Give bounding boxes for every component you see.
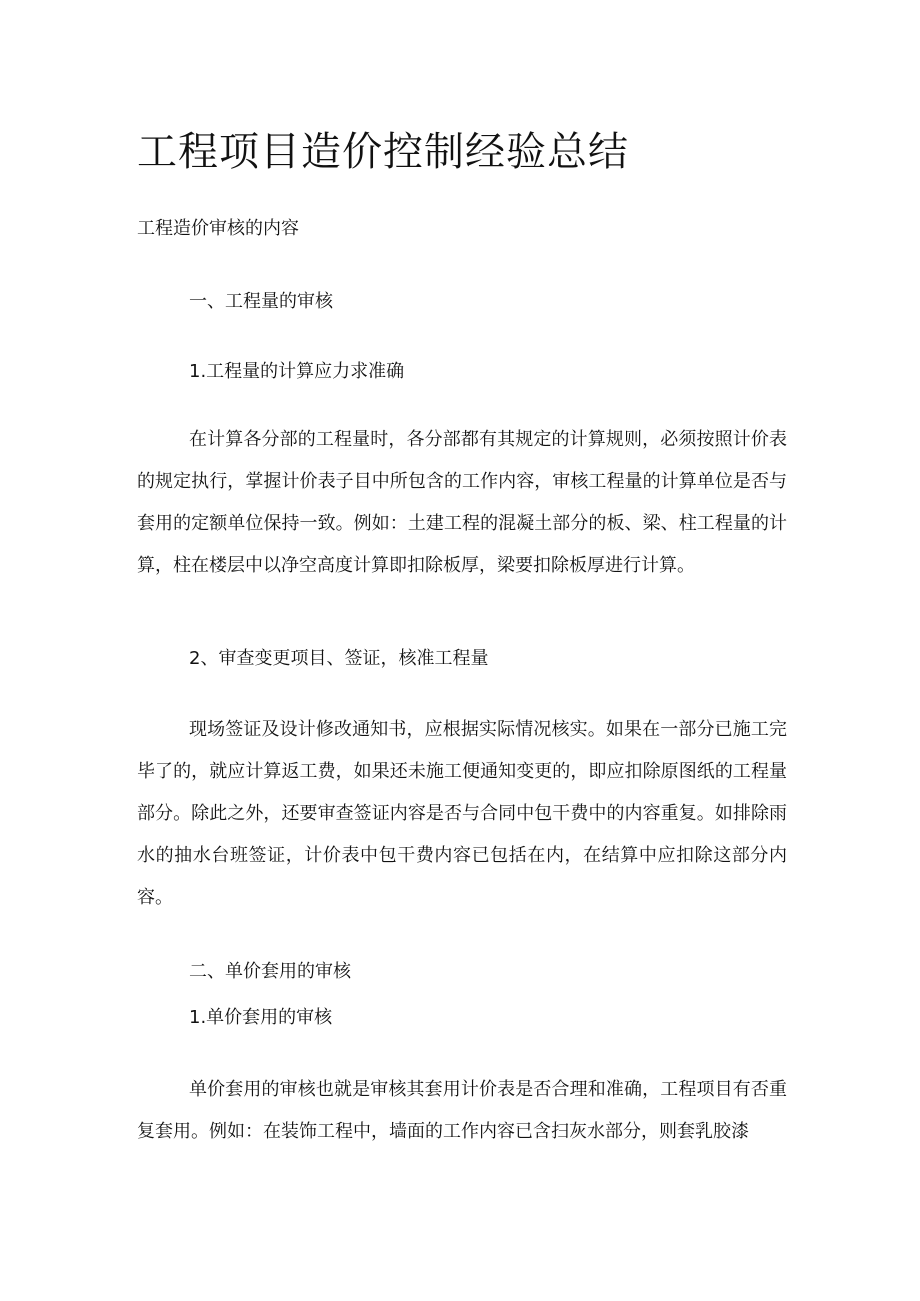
document-title: 工程项目造价控制经验总结 (137, 129, 629, 175)
subtitle: 工程造价审核的内容 (137, 218, 299, 239)
section-1-item-1-heading: 1.工程量的计算应力求准确 (189, 361, 405, 382)
section-2-item-1-body: 单价套用的审核也就是审核其套用计价表是否合理和准确，工程项目有否重复套用。例如：在装饰工程中，墙面的工作内容已含扫灰水部分，则套乳胶漆 (137, 1079, 787, 1142)
section-1-item-2-heading: 2、审查变更项目、签证，核准工程量 (189, 648, 489, 669)
section-2-item-1-heading: 1.单价套用的审核 (189, 1007, 333, 1028)
section-1-item-2-body: 现场签证及设计修改通知书，应根据实际情况核实。如果在一部分已施工完毕了的，就应计算返工费，如果还未施工便通知变更的，即应扣除原图纸的工程量部分。除此之外，还要审查签证内容是否与合同中包干费中的内容重复。如排除雨水的抽水台班签证，计价表中包干费内容已包括在内，在结算中应扣除这部分内容。 (137, 719, 787, 908)
section-1-item-1-body: 在计算各分部的工程量时，各分部都有其规定的计算规则，必须按照计价表的规定执行，掌握计价表子目中所包含的工作内容，审核工程量的计算单位是否与套用的定额单位保持一致。例如：土建工程的混凝土部分的板、梁、柱工程量的计算，柱在楼层中以净空高度计算即扣除板厚，梁要扣除板厚进行计算。 (137, 429, 787, 576)
section-2-heading: 二、单价套用的审核 (189, 961, 351, 982)
section-1-heading: 一、工程量的审核 (189, 291, 333, 312)
